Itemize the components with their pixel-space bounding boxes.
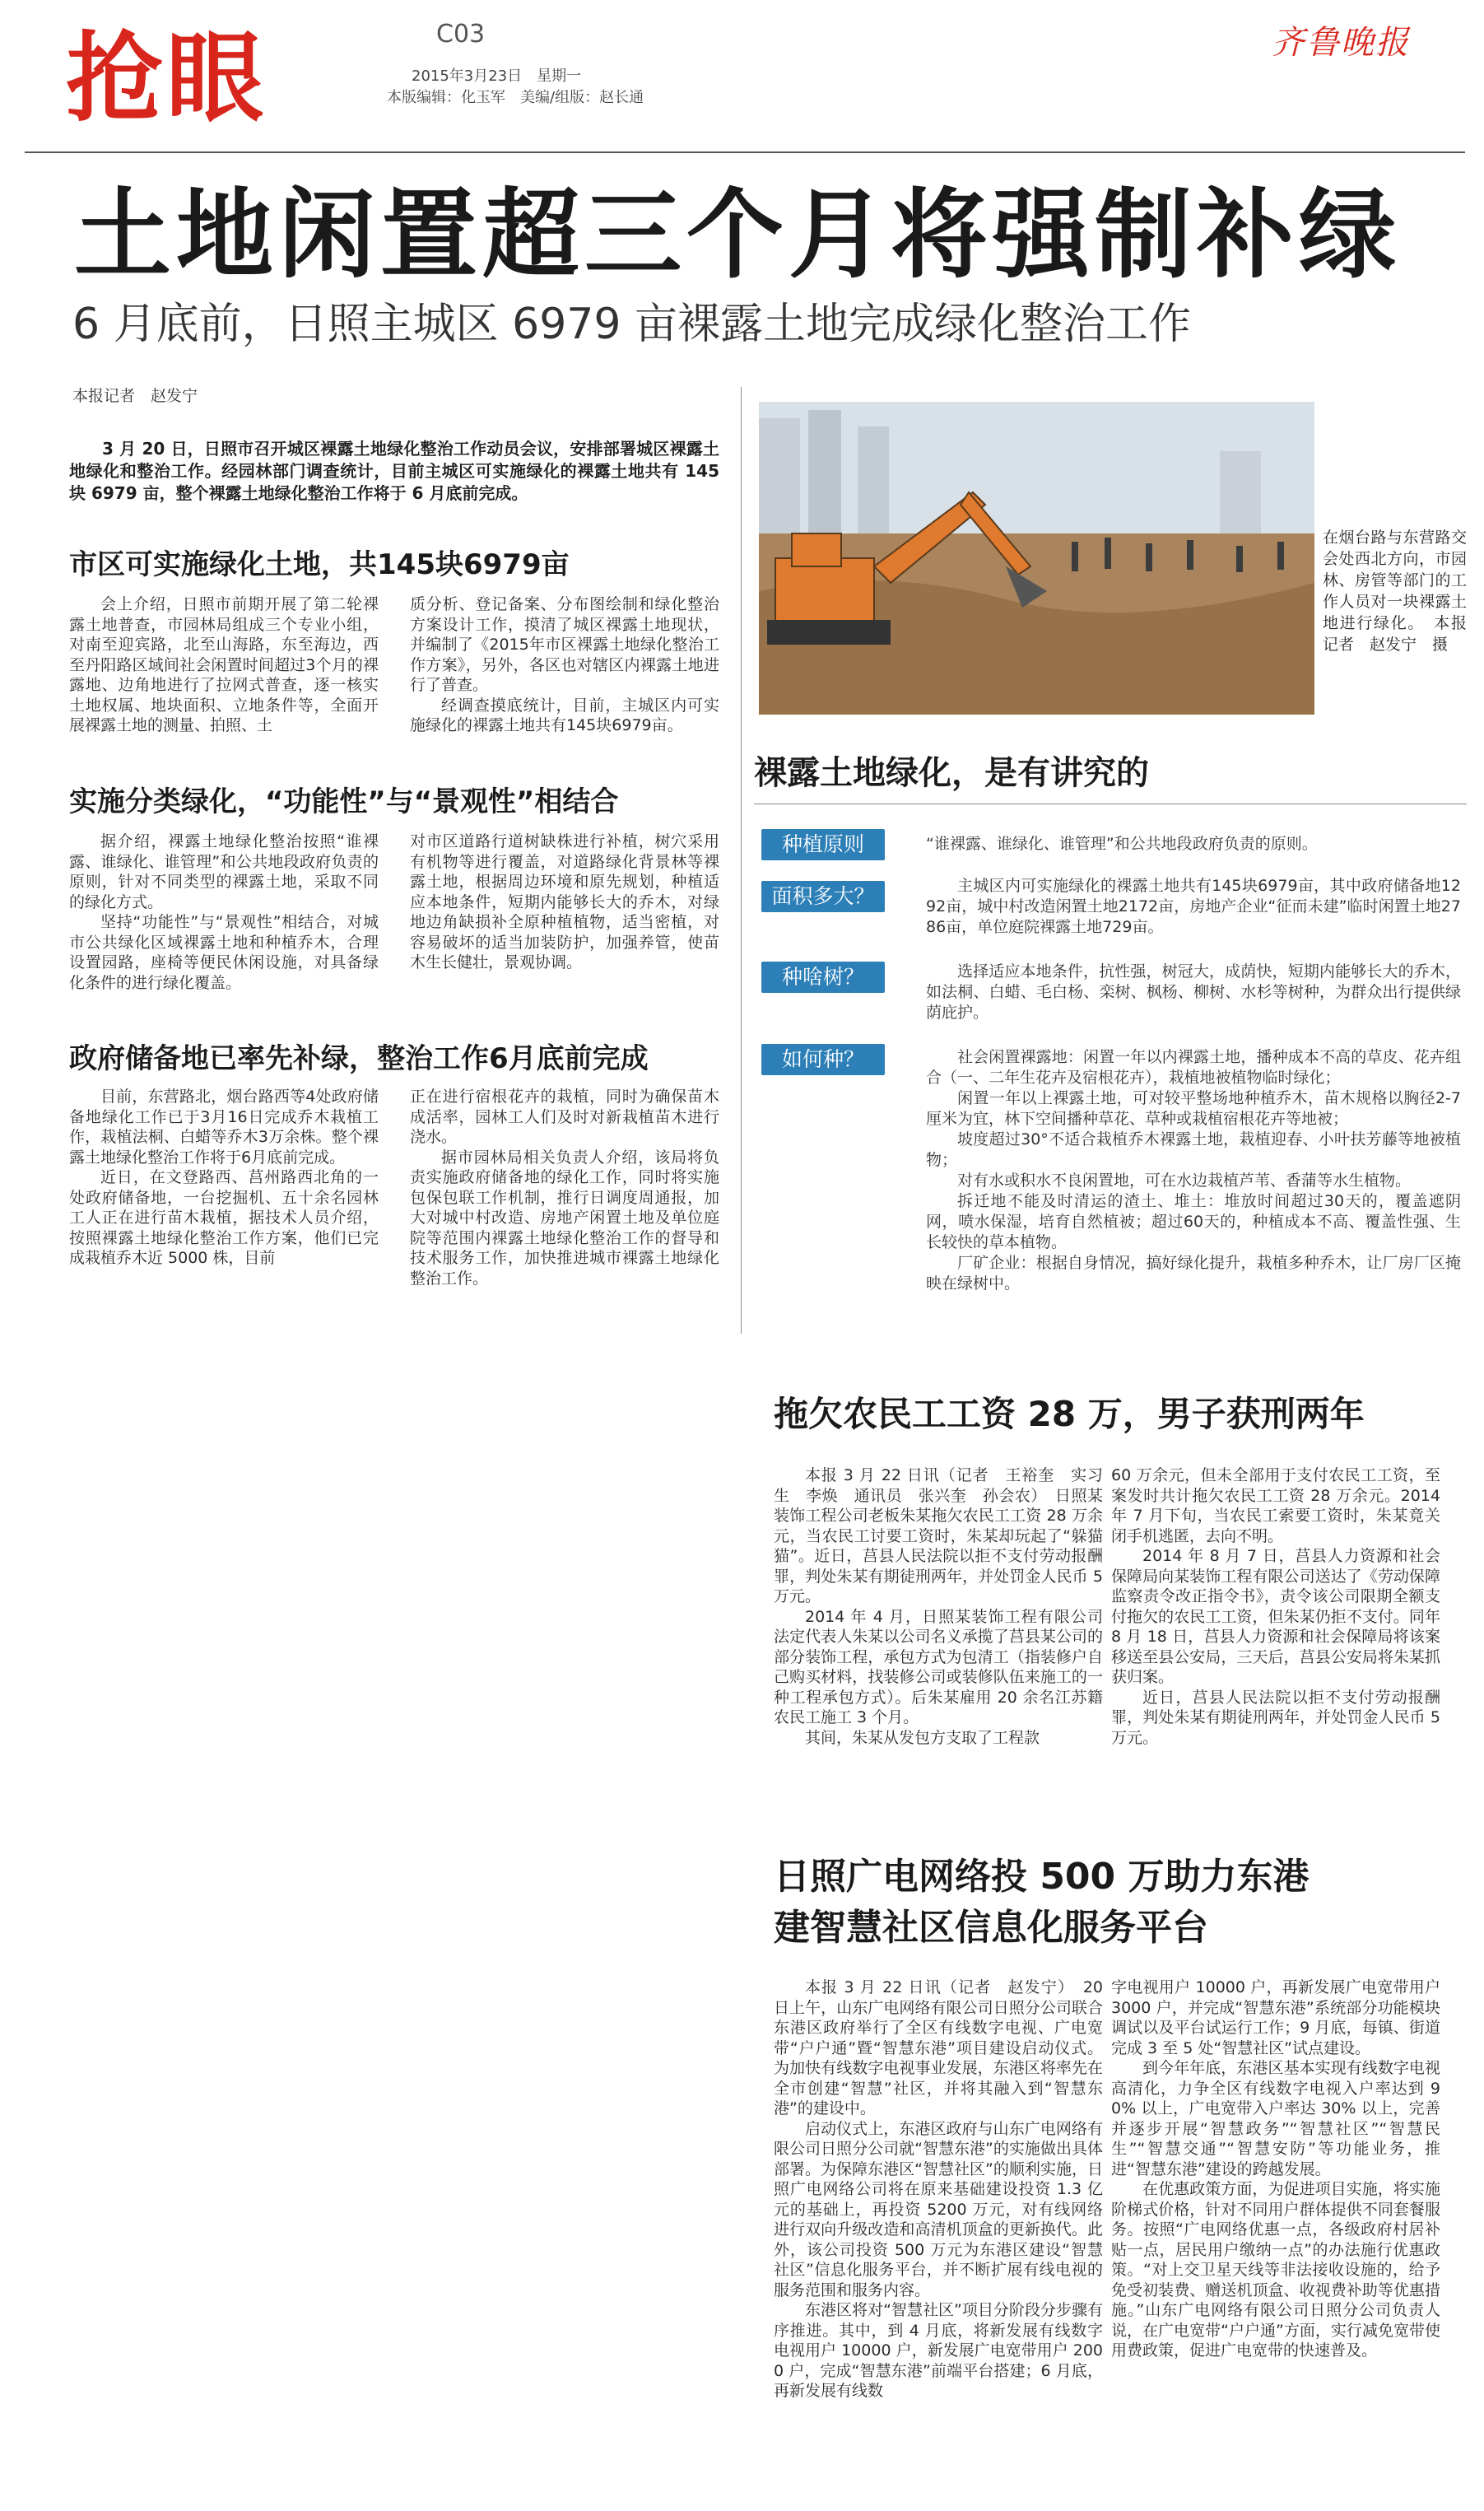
story2-col2-p3: 近日，莒县人民法院以拒不支付劳动报酬罪，判处朱某有期徒刑两年，并处罚金人民币 5 万元。 [1111,1688,1440,1747]
label-tree-type: 种啥树？ [761,962,885,993]
section2-col2 [410,832,719,973]
page-code: C03 [436,20,486,49]
story3-col2-p2: 到今年年底，东港区基本实现有线数字电视高清化，力争全区有线数字电视入户率达到 90% 以上，广电宽带入户率达 30% 以上，完善并逐步开展“智慧政务”“智慧社区”“智慧民生”“智慧交通”“智慧安防”等功能业务，推进“智慧东港”建设的跨越发展。 [1111,2059,1440,2178]
how-to-plant-p2: 闲置一年以上裸露土地，可对较平整场地种植乔木，苗木规格以胸径2-7厘米为宜，林下空间播种草花、草种或栽植宿根花卉等地被； [926,1089,1461,1128]
section3-col1b-text: 近日，在文登路西、莒州路西北角的一处政府储备地，一台挖掘机、五十余名园林工人正在进行苗木栽植，据技术人员介绍，按照裸露土地绿化整治工作方案，他们已完成栽植乔木近 5000 株，目前 [69,1168,379,1267]
section1-heading: 市区可实施绿化土地，共145块6979亩 [69,548,570,581]
section1-col1 [69,594,379,736]
photo-caption: 在烟台路与东营路交会处西北方向，市园林、房管等部门的工作人员对一块裸露土地进行绿化。 本报记者 赵发宁 摄 [1323,529,1467,654]
section2-col1 [69,832,379,993]
section2-col2-text: 对市区道路行道树缺株进行补植，树穴采用有机物等进行覆盖，对道路绿化背景林等裸露土地，根据周边环境和原先规划，种植适应本地条件，短期内能够长大的乔木，对绿地边角缺损补全原种植植物，适当密植，对容易破坏的适当加装防护，加强养管，使苗木生长健壮，景观协调。 [410,832,719,971]
section3-col2a-text: 正在进行宿根花卉的栽植，同时为确保苗木成活率，园林工人们及时对新栽植苗木进行浇水。 [410,1088,719,1146]
story3-col2-p1: 字电视用户 10000 户，再新发展广电宽带用户 3000 户，并完成“智慧东港”系统部分功能模块调试以及平台试运行工作；9 月底，每镇、街道完成 3 至 5 处“智慧社区”试点建设。 [1111,1978,1440,2057]
how-to-plant-text [926,1047,1461,1294]
story3-col1 [774,1978,1103,2402]
masthead-rule [25,151,1465,153]
story2-col2-p2: 2014 年 8 月 7 日，莒县人力资源和社会保障局向某装饰工程有限公司送达了《劳动保障监察责令改正指令书》，责令该公司限期全额支付拖欠的农民工工资，但朱某仍拒不支付。同年 8 月 18 日，莒县人力资源和社会保障局将该案移送至县公安局，三天后，莒县公安局将朱某抓获归案。 [1111,1547,1440,1686]
section3-col2 [410,1087,719,1288]
story3-col1-p2: 启动仪式上，东港区政府与山东广电网络有限公司日照分公司就“智慧东港”的实施做出具体部署。为保障东港区“智慧社区”的顺利实施，日照广电网络公司将在原来基础建设投资 1.3 亿元的基础上，再投资 5200 万元，对有线网络进行双向升级改造和高清机顶盒的更新换代。此外，该公司投资 500 万元为东港区建设“智慧社区”信息化服务平台，并不断扩展有线电视的服务范围和服务内容。 [774,2119,1103,2299]
section3-col1a-text: 目前，东营路北，烟台路西等4处政府储备地绿化工作已于3月16日完成乔木栽植工作，栽植法桐、白蜡等乔木3万余株。整个裸露土地绿化整治工作将于6月底前完成。 [69,1088,379,1167]
how-to-plant-p4: 对有水或积水不良闲置地，可在水边栽植芦苇、香蒲等水生植物。 [957,1172,1412,1190]
section2-heading: 实施分类绿化，“功能性”与“景观性”相结合 [69,785,619,818]
how-to-plant-p6: 厂矿企业：根据自身情况，搞好绿化提升，栽植多种乔木，让厂房厂区掩映在绿树中。 [926,1254,1461,1293]
lead-subheadline: 6 月底前，日照主城区 6979 亩裸露土地完成绿化整治工作 [72,300,1192,349]
section-title: 抢眼 [66,21,267,135]
intro-text: 3 月 20 日，日照市召开城区裸露土地绿化整治工作动员会议，安排部署城区裸露土地绿化和整治工作。经园林部门调查统计，目前主城区可实施绿化的裸露土地共有 145 块 6979 亩，整个裸露土地绿化整治工作将于 6 月底前完成。 [69,439,719,503]
section3-heading: 政府储备地已率先补绿，整治工作6月底前完成 [69,1042,649,1075]
story3-col1-p1: 本报 3 月 22 日讯（记者 赵发宁） 20 日上午，山东广电网络有限公司日照分公司联合东港区政府举行了全区有线数字电视、广电宽带“户户通”暨“智慧东港”项目建设启动仪式。为加快有线数字电视事业发展，东港区将率先在全市创建“智慧”社区，并将其融入到“智慧东港”的建设中。 [774,1978,1103,2117]
paper-logo: 齐鲁晚报 [1272,24,1410,62]
section2-col1b-text: 坚持“功能性”与“景观性”相结合，对城市公共绿化区域裸露土地和种植乔木，合理设置园路，座椅等便民休闲设施，对具备绿化条件的进行绿化覆盖。 [69,913,379,992]
section2-col1a-text: 据介绍，裸露土地绿化整治按照“谁裸露、谁绿化、谁管理”和公共地段政府负责的原则，针对不同类型的裸露土地，采取不同的绿化方式。 [69,832,379,911]
story2-col1-p1: 本报 3 月 22 日讯（记者 王裕奎 实习生 李焕 通讯员 张兴奎 孙会农） 日照某装饰工程公司老板朱某拖欠农民工工资 28 万余元，当农民工讨要工资时，朱某却玩起了“躲猫猫”。近日，莒县人民法院以拒不支付劳动报酬罪，判处朱某有期徒刑两年，并处罚金人民币 5 万元。 [774,1466,1103,1605]
tree-type-text-body: 选择适应本地条件，抗性强，树冠大，成荫快，短期内能够长大的乔木，如法桐、白蜡、毛白杨、栾树、枫杨、柳树、水杉等树种，为群众出行提供绿荫庇护。 [926,962,1461,1022]
section1-col2b-text: 经调查摸底统计，目前，主城区内可实施绿化的裸露土地共有145块6979亩。 [410,696,719,734]
section3-col2b-text: 据市园林局相关负责人介绍，该局将负责实施政府储备地的绿化工作，同时将实施包保包联工作机制，推行日调度周通报，加大对城中村改造、房地产闲置土地及单位庭院等范围内裸露土地绿化整治工作的督导和技术服务工作，加快推进城市裸露土地绿化整治工作。 [410,1148,719,1288]
label-planting-principle: 种植原则 [761,829,885,860]
story2-col1-p2: 2014 年 4 月，日照某装饰工程有限公司法定代表人朱某以公司名义承揽了莒县某公司的部分装饰工程，承包方式为包清工（指装修户自己购买材料，找装修公司或装修队伍来施工的一种工程承包方式）。后朱某雇用 20 余名江苏籍农民工施工 3 个月。 [774,1607,1103,1726]
planting-principle-text: “谁裸露、谁绿化、谁管理”和公共地段政府负责的原则。 [926,835,1318,853]
label-area-size: 面积多大？ [761,881,885,912]
section3-col1 [69,1087,379,1269]
column-divider [741,387,742,1334]
sidebar-title: 裸露土地绿化，是有讲究的 [754,754,1149,792]
section1-col1-text: 会上介绍，日照市前期开展了第二轮裸露土地普查，市园林局组成三个专业小组，对南至迎宾路，北至山海路，东至海边，西至丹阳路区域间社会闲置时间超过3个月的裸露地、边角地进行了拉网式普查，逐一核实土地权属、地块面积、立地条件等，全面开展裸露土地的测量、拍照、土 [69,595,379,734]
story2-col2-p1: 60 万余元，但未全部用于支付农民工工资，至案发时共计拖欠农民工工资 28 万余元。2014 年 7 月下旬，当农民工索要工资时，朱某竟关闭手机逃匿，去向不明。 [1111,1466,1440,1545]
lead-headline: 土地闲置超三个月将强制补绿 [74,178,1402,291]
story3-col1-p3: 东港区将对“智慧社区”项目分阶段分步骤有序推进。其中，到 4 月底，将新发展有线数字电视用户 10000 户，新发展广电宽带用户 2000 户，完成“智慧东港”前端平台搭建；6 月底，再新发展有线数 [774,2301,1103,2400]
area-size-text [926,876,1461,938]
how-to-plant-p1: 社会闲置裸露地：闲置一年以内裸露土地，播种成本不高的草皮、花卉组合（一、二年生花卉及宿根花卉），栽植地被植物临时绿化； [926,1048,1461,1087]
area-size-text-body: 主城区内可实施绿化的裸露土地共有145块6979亩，其中政府储备地1292亩，城中村改造闲置土地2172亩，房地产企业“征而未建”临时闲置土地2786亩，单位庭院裸露土地729亩。 [926,877,1461,936]
story3-col2-p3: 在优惠政策方面，为促进项目实施，将实施阶梯式价格，针对不同用户群体提供不同套餐服务。按照“广电网络优惠一点，各级政府村居补贴一点，居民用户缴纳一点”的办法施行优惠政策。“对上交卫星天线等非法接收设施的，给予免受初装费、赠送机顶盒、收视费补助等优惠措施。”山东广电网络有限公司日照分公司负责人说，在广电宽带“户户通”方面，实行减免宽带使用费政策，促进广电宽带的快速普及。 [1111,2180,1440,2360]
story3-headline-2: 建智慧社区信息化服务平台 [774,1907,1208,1949]
news-photo [759,402,1314,715]
how-to-plant-p5: 拆迁地不能及时清运的渣土、堆土：堆放时间超过30天的，覆盖遮阴网，喷水保湿，培育自然植被；超过60天的，种植成本不高、覆盖性强、生长较快的草本植物。 [926,1192,1461,1251]
section1-col2a-text: 质分析、登记备案、分布图绘制和绿化整治方案设计工作，摸清了城区裸露土地现状，并编制了《2015年市区裸露土地绿化整治工作方案》，另外，各区也对辖区内裸露土地进行了普查。 [410,595,719,694]
story2-headline: 拖欠农民工工资 28 万，男子获刑两年 [774,1394,1365,1434]
how-to-plant-p3: 坡度超过30°不适合栽植乔木裸露土地，栽植迎春、小叶扶芳藤等地被植物； [926,1130,1461,1169]
label-how-to-plant: 如何种？ [761,1044,885,1075]
masthead [0,0,1484,156]
photo-illustration [759,402,1314,715]
story3-headline-1: 日照广电网络投 500 万助力东港 [774,1856,1310,1898]
byline: 本报记者 赵发宁 [72,387,198,405]
editors-line: 本版编辑：化玉军 美编/组版：赵长通 [387,89,644,106]
story2-col1 [774,1465,1103,1748]
tree-type-text [926,962,1461,1023]
section1-col2 [410,594,719,736]
lead-intro [69,438,719,505]
story2-col2 [1111,1465,1440,1748]
story3-col2 [1111,1978,1440,2361]
date-line: 2015年3月23日 星期一 [412,68,582,85]
story2-col1-p3: 其间，朱某从发包方支取了工程款 [805,1728,1040,1747]
